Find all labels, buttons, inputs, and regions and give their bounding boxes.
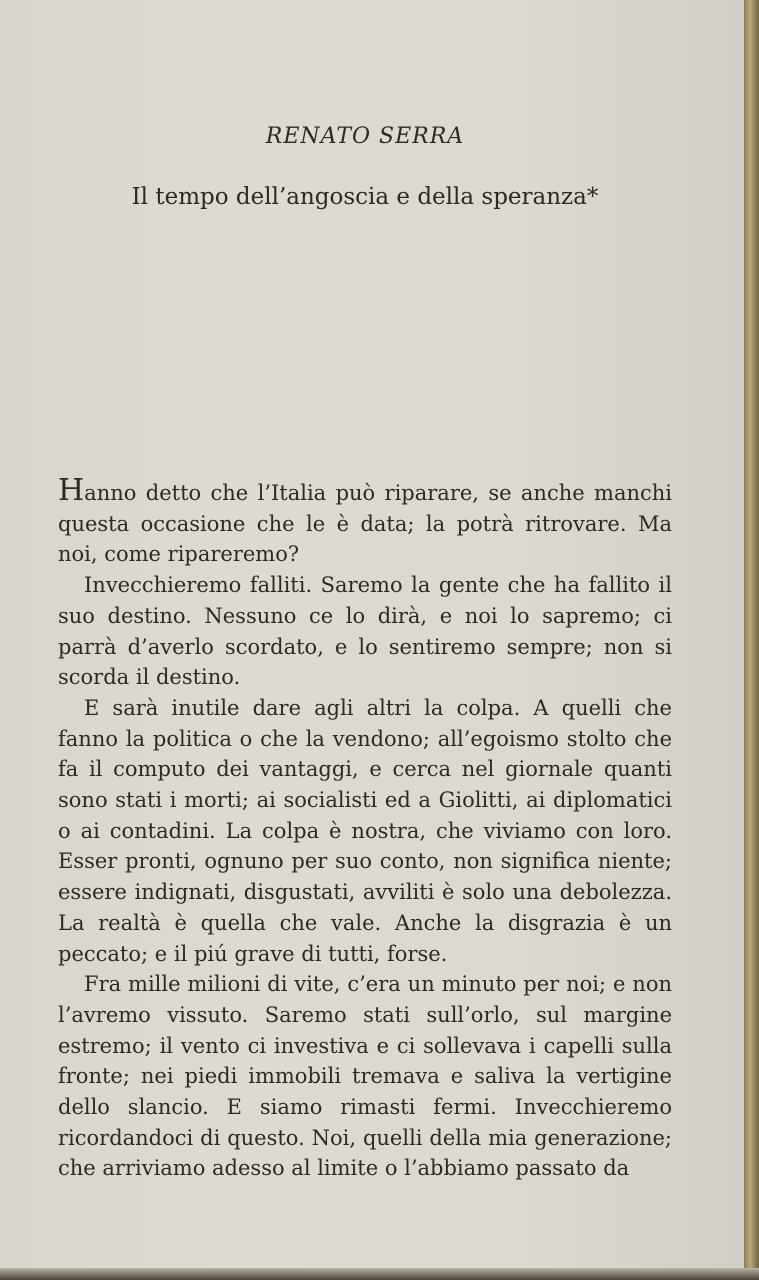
- body-text: [58, 473, 672, 1184]
- page-edge-right: [744, 0, 759, 1280]
- initial-letter: H: [58, 473, 85, 508]
- paragraph-1-text: anno detto che l’Italia può riparare, se anche manchi questa occasione che le è data; la potrà ritrovare. Ma noi, come ripareremo?: [58, 481, 672, 567]
- page-edge-bottom: [0, 1268, 759, 1280]
- paragraph-4: Fra mille milioni di vite, c’era un minuto per noi; e non l’avremo vissuto. Saremo stati sull’orlo, sul margine estremo; il vento ci investiva e ci sollevava i capelli sulla fronte; nei piedi immobili tremava e saliva la vertigine dello slancio. E siamo rimasti fermi. Invecchieremo ricordandoci di questo. Noi, quelli della mia generazione; che arriviamo adesso al limite o l’abbiamo passato da: [58, 972, 672, 1181]
- paragraph-2: Invecchieremo falliti. Saremo la gente che ha fallito il suo destino. Nessuno ce lo dirà, e noi lo sapremo; ci parrà d’averlo scordato, e lo sentiremo sempre; non si scorda il destino.: [58, 573, 672, 690]
- paragraph-3: E sarà inutile dare agli altri la colpa. A quelli che fanno la politica o che la vendono; all’egoismo stolto che fa il computo dei vantaggi, e cerca nel giornale quanti sono stati i morti; ai socialisti ed a Giolitti, ai diplomatici o ai contadini. La colpa è nostra, che viviamo con loro. Esser pronti, ognuno per suo conto, non significa niente; essere indignati, disgustati, avviliti è solo una debolezza. La realtà è quella che vale. Anche la disgrazia è un peccato; e il piú grave di tutti, forse.: [58, 695, 672, 966]
- paragraph-1: [58, 473, 672, 570]
- chapter-title: Il tempo dell’angoscia e della speranza*: [131, 184, 599, 210]
- author-heading: RENATO SERRA: [265, 124, 465, 149]
